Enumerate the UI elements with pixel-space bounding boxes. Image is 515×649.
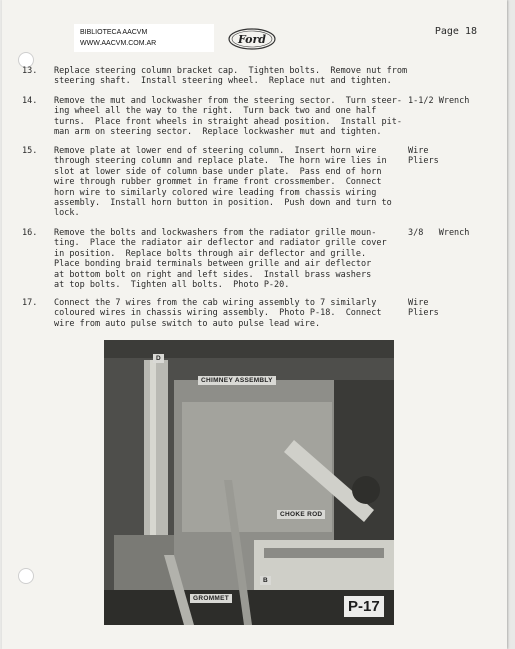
step-text: Remove the mut and lockwasher from the steering sector. Turn steer- ing wheel all the way to the right. Turn back two and one half turns. Place front wheels in straight ahead position. Install pit- man arm on steering sector. Replace lockwasher mut and tighten. bbox=[54, 96, 402, 138]
label-d: D bbox=[153, 354, 164, 363]
photo-p17 bbox=[104, 340, 394, 625]
stamp-line-1: BIBLIOTECA AACVM bbox=[80, 29, 148, 36]
stamp-line-2: WWW.AACVM.COM.AR bbox=[80, 40, 157, 47]
library-stamp bbox=[74, 24, 214, 52]
step-number: 17. bbox=[22, 298, 38, 308]
step-number: 14. bbox=[22, 96, 38, 106]
photo-id: P-17 bbox=[344, 596, 384, 617]
step-tool: Wire Pliers bbox=[408, 146, 439, 167]
label-b: B bbox=[260, 576, 271, 585]
binder-hole-bottom bbox=[18, 568, 34, 584]
step-text: Remove plate at lower end of steering column. Insert horn wire through steering column and replace plate. The horn wire lies in slot at lower side of column base under plate. Pass end of horn wire through rubber grommet in frame front crossmember. Connect horn wire to similarly colored wire leading from chassis wiring assembly. Install horn button in position. Push down and turn to lock. bbox=[54, 146, 392, 219]
logo-text: Ford bbox=[237, 33, 267, 46]
step-text: Remove the bolts and lockwashers from the radiator grille moun- ting. Place the radiator air deflector and radiator grille cover in position. Replace bolts through air deflector and grille. Place bonding braid terminals between grille and air deflector at bottom bolt on right and left sides. Install brass washers at top bolts. Tighten all bolts. Photo P-20. bbox=[54, 228, 387, 291]
label-chimney-assembly: CHIMNEY ASSEMBLY bbox=[198, 376, 276, 385]
manual-page bbox=[2, 0, 507, 649]
label-grommet: GROMMET bbox=[190, 594, 232, 603]
step-text: Connect the 7 wires from the cab wiring assembly to 7 similarly coloured wires in chassis wiring assembly. Photo P-18. Connect wire from auto pulse switch to auto pulse lead wire. bbox=[54, 298, 382, 329]
label-choke-rod: CHOKE ROD bbox=[277, 510, 325, 519]
page-number: Page 18 bbox=[434, 26, 477, 37]
step-number: 16. bbox=[22, 228, 38, 238]
step-number: 15. bbox=[22, 146, 38, 156]
ford-logo bbox=[228, 28, 276, 50]
step-tool: Wire Pliers bbox=[408, 298, 439, 319]
step-tool: 1-1/2 Wrench bbox=[408, 96, 470, 106]
step-text: Replace steering column bracket cap. Tighten bolts. Remove nut from steering shaft. Install steering wheel. Replace nut and tighten. bbox=[54, 66, 408, 87]
step-number: 13. bbox=[22, 66, 38, 76]
step-tool: 3/8 Wrench bbox=[408, 228, 470, 238]
